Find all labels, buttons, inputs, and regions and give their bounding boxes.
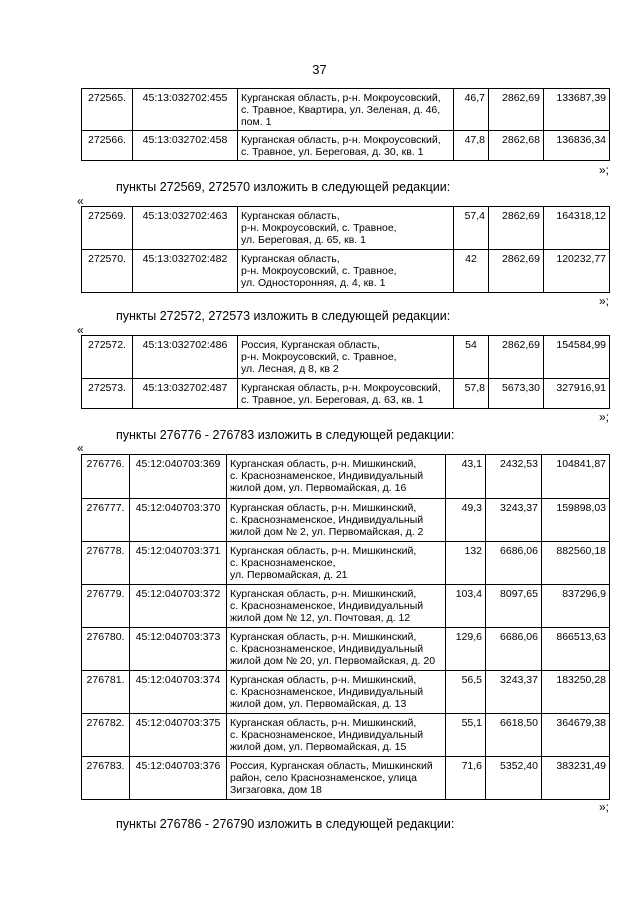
cadastral-number: 45:12:040703:369: [130, 455, 227, 499]
unit-price: 2862,69: [489, 207, 544, 250]
property-table-4: [81, 454, 610, 800]
address: Курганская область, р-н. Мокроусовский, с. Травное, ул. Береговая, д. 63, кв. 1: [238, 379, 454, 409]
row-number: 272570.: [82, 250, 133, 293]
unit-price: 2862,69: [489, 89, 544, 131]
row-number: 276780.: [82, 628, 130, 671]
address: Курганская область, р-н. Мишкинский, с. Краснознаменское, Индивидуальный жилой дом № 20, ул. Первомайская, д. 20: [227, 628, 446, 671]
cadastral-number: 45:13:032702:455: [133, 89, 238, 131]
cadastral-number: 45:12:040703:370: [130, 499, 227, 542]
row-number: 276782.: [82, 714, 130, 757]
amendment-text: пункты 276786 - 276790 изложить в следующей редакции:: [116, 817, 455, 831]
unit-price: 3243,37: [486, 499, 542, 542]
area: 49,3: [446, 499, 486, 542]
table-row: [82, 455, 610, 499]
address: Курганская область, р-н. Мишкинский, с. Краснознаменское, Индивидуальный жилой дом № 2, ул. Первомайская, д. 2: [227, 499, 446, 542]
cadastral-number: 45:12:040703:374: [130, 671, 227, 714]
unit-price: 2862,69: [489, 336, 544, 379]
cadastral-number: 45:13:032702:486: [133, 336, 238, 379]
address: Курганская область, р-н. Мишкинский, с. Краснознаменское, Индивидуальный жилой дом, ул. Первомайская, д. 13: [227, 671, 446, 714]
address: Курганская область, р-н. Мишкинский, с. Краснознаменское, ул. Первомайская, д. 21: [227, 542, 446, 585]
cadastral-number: 45:12:040703:373: [130, 628, 227, 671]
cadastral-number: 45:13:032702:458: [133, 131, 238, 161]
property-table-1: [81, 88, 610, 161]
table-row: [82, 89, 610, 131]
total-value: 164318,12: [544, 207, 610, 250]
unit-price: 2432,53: [486, 455, 542, 499]
unit-price: 5673,30: [489, 379, 544, 409]
row-number: 272572.: [82, 336, 133, 379]
table-row: [82, 207, 610, 250]
area: 103,4: [446, 585, 486, 628]
table-row: [82, 671, 610, 714]
cadastral-number: 45:12:040703:371: [130, 542, 227, 585]
address: Курганская область, р-н. Мишкинский, с. Краснознаменское, Индивидуальный жилой дом, ул. Первомайская, д. 15: [227, 714, 446, 757]
cadastral-number: 45:13:032702:482: [133, 250, 238, 293]
address: Россия, Курганская область, Мишкинский район, село Краснознаменское, улица Зигзаговка, дом 18: [227, 757, 446, 800]
unit-price: 2862,69: [489, 250, 544, 293]
row-number: 276778.: [82, 542, 130, 585]
table-row: [82, 757, 610, 800]
total-value: 183250,28: [542, 671, 610, 714]
total-value: 159898,03: [542, 499, 610, 542]
table-row: [82, 379, 610, 409]
cadastral-number: 45:12:040703:372: [130, 585, 227, 628]
total-value: 866513,63: [542, 628, 610, 671]
area: 129,6: [446, 628, 486, 671]
cadastral-number: 45:12:040703:375: [130, 714, 227, 757]
total-value: 120232,77: [544, 250, 610, 293]
unit-price: 3243,37: [486, 671, 542, 714]
total-value: 327916,91: [544, 379, 610, 409]
area: 55,1: [446, 714, 486, 757]
cadastral-number: 45:13:032702:487: [133, 379, 238, 409]
row-number: 272565.: [82, 89, 133, 131]
closing-quote: »;: [598, 800, 609, 814]
table-row: [82, 585, 610, 628]
area: 132: [446, 542, 486, 585]
area: 57,8: [454, 379, 489, 409]
cadastral-number: 45:12:040703:376: [130, 757, 227, 800]
table-row: [82, 336, 610, 379]
row-number: 272569.: [82, 207, 133, 250]
area: 54: [454, 336, 489, 379]
closing-quote: »;: [598, 294, 609, 308]
address: Курганская область, р-н. Мишкинский, с. Краснознаменское, Индивидуальный жилой дом, ул. Первомайская, д. 16: [227, 455, 446, 499]
row-number: 276777.: [82, 499, 130, 542]
table-row: [82, 250, 610, 293]
unit-price: 8097,65: [486, 585, 542, 628]
area: 57,4: [454, 207, 489, 250]
total-value: 882560,18: [542, 542, 610, 585]
table-row: [82, 499, 610, 542]
total-value: 136836,34: [544, 131, 610, 161]
row-number: 276779.: [82, 585, 130, 628]
table-row: [82, 628, 610, 671]
property-table-3: [81, 335, 610, 409]
opening-quote: «: [77, 441, 84, 455]
address: Курганская область, р-н. Мокроусовский, с. Травное, Квартира, ул. Зеленая, д. 46, пом. 1: [238, 89, 454, 131]
address: Россия, Курганская область, р-н. Мокроусовский, с. Травное, ул. Лесная, д 8, кв 2: [238, 336, 454, 379]
page-number: 37: [312, 62, 327, 77]
unit-price: 6686,06: [486, 628, 542, 671]
unit-price: 5352,40: [486, 757, 542, 800]
opening-quote: «: [77, 194, 84, 208]
area: 42: [454, 250, 489, 293]
unit-price: 2862,68: [489, 131, 544, 161]
row-number: 272573.: [82, 379, 133, 409]
table-row: [82, 542, 610, 585]
total-value: 133687,39: [544, 89, 610, 131]
address: Курганская область, р-н. Мокроусовский, с. Травное, ул. Береговая, д. 65, кв. 1: [238, 207, 454, 250]
area: 46,7: [454, 89, 489, 131]
amendment-text: пункты 276776 - 276783 изложить в следующей редакции:: [116, 428, 455, 442]
area: 71,6: [446, 757, 486, 800]
opening-quote: «: [77, 323, 84, 337]
amendment-text: пункты 272572, 272573 изложить в следующей редакции:: [116, 309, 451, 323]
total-value: 104841,87: [542, 455, 610, 499]
area: 56,5: [446, 671, 486, 714]
amendment-text: пункты 272569, 272570 изложить в следующей редакции:: [116, 180, 451, 194]
total-value: 364679,38: [542, 714, 610, 757]
total-value: 383231,49: [542, 757, 610, 800]
row-number: 276776.: [82, 455, 130, 499]
property-table-2: [81, 206, 610, 293]
total-value: 154584,99: [544, 336, 610, 379]
address: Курганская область, р-н. Мокроусовский, с. Травное, ул. Односторонняя, д. 4, кв. 1: [238, 250, 454, 293]
closing-quote: »;: [598, 410, 609, 424]
row-number: 276781.: [82, 671, 130, 714]
unit-price: 6686,06: [486, 542, 542, 585]
total-value: 837296,9: [542, 585, 610, 628]
area: 43,1: [446, 455, 486, 499]
table-row: [82, 714, 610, 757]
address: Курганская область, р-н. Мокроусовский, с. Травное, ул. Береговая, д. 30, кв. 1: [238, 131, 454, 161]
closing-quote: »;: [598, 163, 609, 177]
row-number: 272566.: [82, 131, 133, 161]
table-row: [82, 131, 610, 161]
address: Курганская область, р-н. Мишкинский, с. Краснознаменское, Индивидуальный жилой дом № 12, ул. Почтовая, д. 12: [227, 585, 446, 628]
row-number: 276783.: [82, 757, 130, 800]
unit-price: 6618,50: [486, 714, 542, 757]
cadastral-number: 45:13:032702:463: [133, 207, 238, 250]
area: 47,8: [454, 131, 489, 161]
